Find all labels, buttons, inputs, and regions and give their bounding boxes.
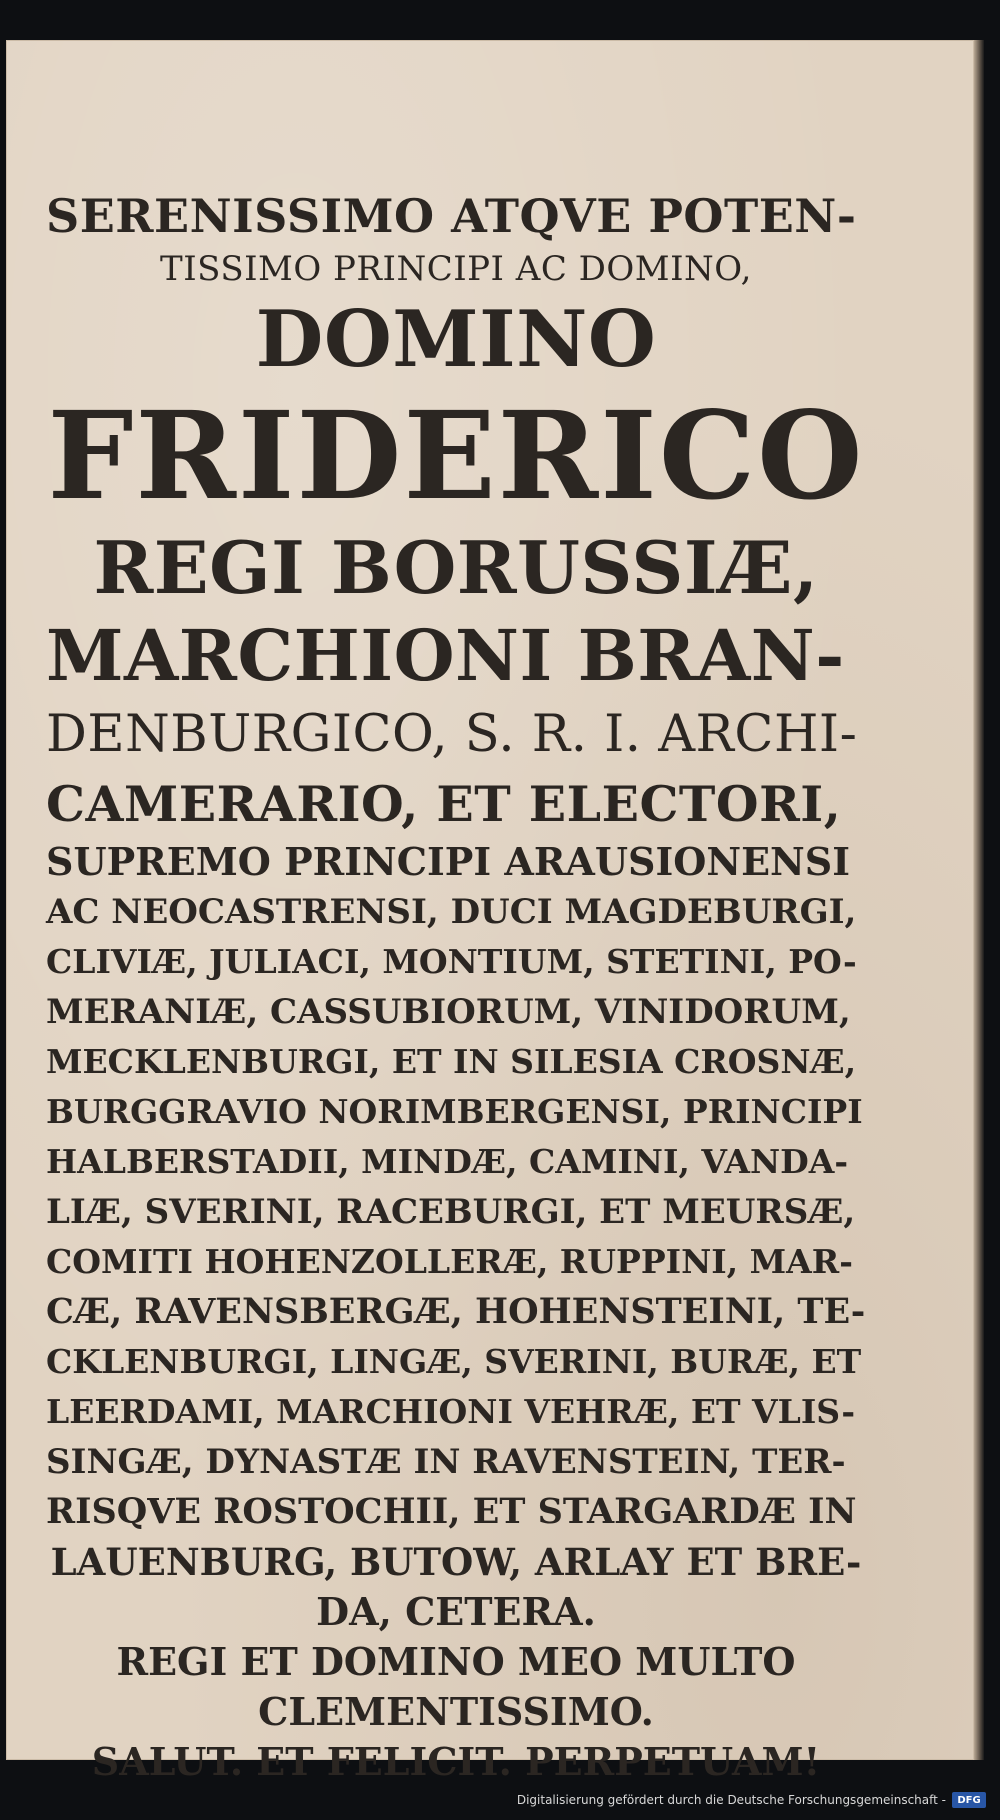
- dedication-line: SALUT. ET FELICIT. PERPETUAM!: [91, 1739, 821, 1784]
- dedication-line: REGI BORUSSIÆ,: [93, 525, 819, 610]
- dedication-line: COMITI HOHENZOLLERÆ, RUPPINI, MAR-: [46, 1242, 853, 1281]
- dedication-line: MERANIÆ, CASSUBIORUM, VINIDORUM,: [46, 992, 851, 1032]
- dedication-line: HALBERSTADII, MINDÆ, CAMINI, VANDA-: [46, 1142, 849, 1181]
- dedication-text: [46, 185, 866, 1787]
- dedication-line: LEERDAMI, MARCHIONI VEHRÆ, ET VLIS-: [46, 1392, 856, 1431]
- dedication-line: CKLENBURGI, LINGÆ, SVERINI, BURÆ, ET: [46, 1342, 862, 1381]
- dedication-line: CAMERARIO, ET ELECTORI,: [46, 775, 842, 833]
- dedication-line: RISQVE ROSTOCHII, ET STARGARDÆ IN: [46, 1491, 857, 1532]
- dedication-line: SINGÆ, DYNASTÆ IN RAVENSTEIN, TER-: [46, 1442, 846, 1482]
- credit-text: Digitalisierung gefördert durch die Deutsche Forschungsgemeinschaft -: [516, 1793, 946, 1807]
- dedication-line: LAUENBURG, BUTOW, ARLAY ET BRE-: [50, 1540, 862, 1584]
- dedication-line: CLEMENTISSIMO.: [258, 1689, 654, 1734]
- book-spine-edge: [974, 40, 984, 1760]
- dedication-line: REGI ET DOMINO MEO MULTO: [116, 1639, 796, 1684]
- dedication-line: BURGGRAVIO NORIMBERGENSI, PRINCIPI: [46, 1092, 863, 1131]
- dedication-line: DOMINO: [255, 294, 657, 385]
- document-page: [6, 40, 974, 1784]
- dfg-logo-icon: DFG: [952, 1792, 986, 1808]
- dedication-line: MECKLENBURGI, ET IN SILESIA CROSNÆ,: [46, 1042, 857, 1081]
- digitization-credit: [517, 1792, 986, 1808]
- dedication-line: TISSIMO PRINCIPI AC DOMINO,: [160, 249, 752, 289]
- dedication-line: LIÆ, SVERINI, RACEBURGI, ET MEURSÆ,: [46, 1192, 856, 1232]
- dedication-line: FRIDERICO: [47, 384, 865, 527]
- dedication-line: MARCHIONI BRAN-: [46, 614, 845, 697]
- dedication-line: AC NEOCASTRENSI, DUCI MAGDEBURGI,: [46, 892, 857, 932]
- dedication-line: SERENISSIMO ATQVE POTEN-: [46, 189, 857, 243]
- dedication-line: CÆ, RAVENSBERGÆ, HOHENSTEINI, TE-: [46, 1291, 866, 1332]
- dedication-line: DA, CETERA.: [316, 1589, 596, 1634]
- dedication-line: DENBURGICO, S. R. I. ARCHI-: [46, 705, 858, 764]
- dedication-line: CLIVIÆ, JULIACI, MONTIUM, STETINI, PO-: [46, 942, 857, 981]
- dedication-line: SUPREMO PRINCIPI ARAUSIONENSI: [46, 839, 851, 884]
